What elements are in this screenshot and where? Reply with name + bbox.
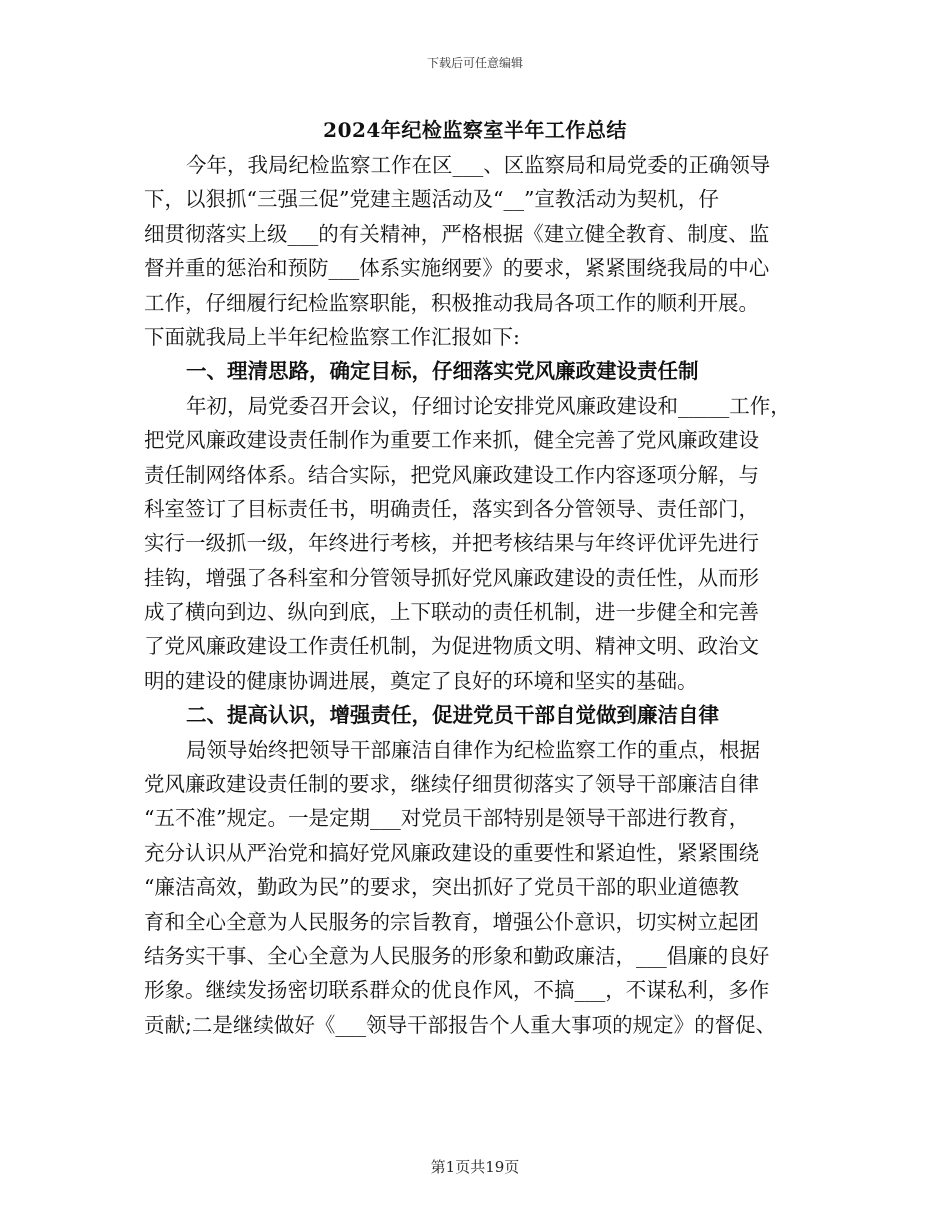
body-line: 科室签订了目标责任书，明确责任，落实到各分管领导、责任部门， (144, 496, 759, 521)
body-line: 今年，我局纪检监察工作在区___、区监察局和局党委的正确领导 (186, 153, 771, 177)
body-line: 结务实干事、全心全意为人民服务的形象和勤政廉洁，___倡廉的良好 (144, 943, 770, 968)
body-line: 责任制网络体系。结合实际，把党风廉政建设工作内容逐项分解，与 (144, 462, 759, 487)
body-line: 局领导始终把领导干部廉洁自律作为纪检监察工作的重点，根据 (186, 737, 760, 762)
body-line: 年初，局党委召开会议，仔细讨论安排党风廉政建设和_____工作， (186, 393, 791, 418)
body-line: 细贯彻落实上级___的有关精神，严格根据《建立健全教育、制度、监 (144, 221, 770, 246)
body-line: 充分认识从严治党和搞好党风廉政建设的重要性和紧迫性，紧紧围绕 (144, 840, 759, 865)
document-title: 2024年纪检监察室半年工作总结 (323, 118, 627, 142)
body-line: 把党风廉政建设责任制作为重要工作来抓，健全完善了党风廉政建设 (144, 428, 759, 453)
body-line: 实行一级抓一级，年终进行考核，并把考核结果与年终评优评先进行 (144, 531, 759, 556)
document-body (144, 148, 824, 1042)
header-note: 下载后可任意编辑 (426, 56, 523, 70)
body-line: 了党风廉政建设工作责任机制，为促进物质文明、精神文明、政治文 (144, 634, 759, 659)
body-line: 挂钩，增强了各科室和分管领导抓好党风廉政建设的责任性，从而形 (144, 565, 759, 590)
body-line: 育和全心全意为人民服务的宗旨教育，增强公仆意识，切实树立起团 (144, 909, 759, 934)
body-line: 督并重的惩治和预防___体系实施纲要》的要求，紧紧围绕我局的中心 (144, 256, 770, 281)
body-line: 贡献;二是继续做好《___领导干部报告个人重大事项的规定》的督促、 (144, 1012, 777, 1037)
body-line: “五不准”规定。一是定期___对党员干部特别是领导干部进行教育， (144, 806, 750, 831)
body-line: 成了横向到边、纵向到底，上下联动的责任机制，进一步健全和完善 (144, 600, 759, 625)
body-line: 形象。继续发扬密切联系群众的优良作风，不搞___，不谋私利，多作 (144, 978, 770, 1003)
body-line: 工作，仔细履行纪检监察职能，积极推动我局各项工作的顺利开展。 (144, 290, 759, 315)
page-footer: 第1页共19页 (430, 1158, 520, 1176)
body-line: 明的建设的健康协调进展，奠定了良好的环境和坚实的基础。 (144, 668, 698, 693)
body-line: 下面就我局上半年纪检监察工作汇报如下: (144, 324, 520, 349)
section-heading: 二、提高认识，增强责任，促进党员干部自觉做到廉洁自律 (186, 703, 719, 728)
body-line: 党风廉政建设责任制的要求，继续仔细贯彻落实了领导干部廉洁自律 (144, 772, 759, 797)
body-line: 下，以狠抓“三强三促”党建主题活动及“__”宣教活动为契机，仔 (144, 187, 719, 212)
body-line: “廉洁高效，勤政为民”的要求，突出抓好了党员干部的职业道德教 (144, 875, 739, 900)
section-heading: 一、理清思路，确定目标，仔细落实党风廉政建设责任制 (186, 359, 699, 384)
